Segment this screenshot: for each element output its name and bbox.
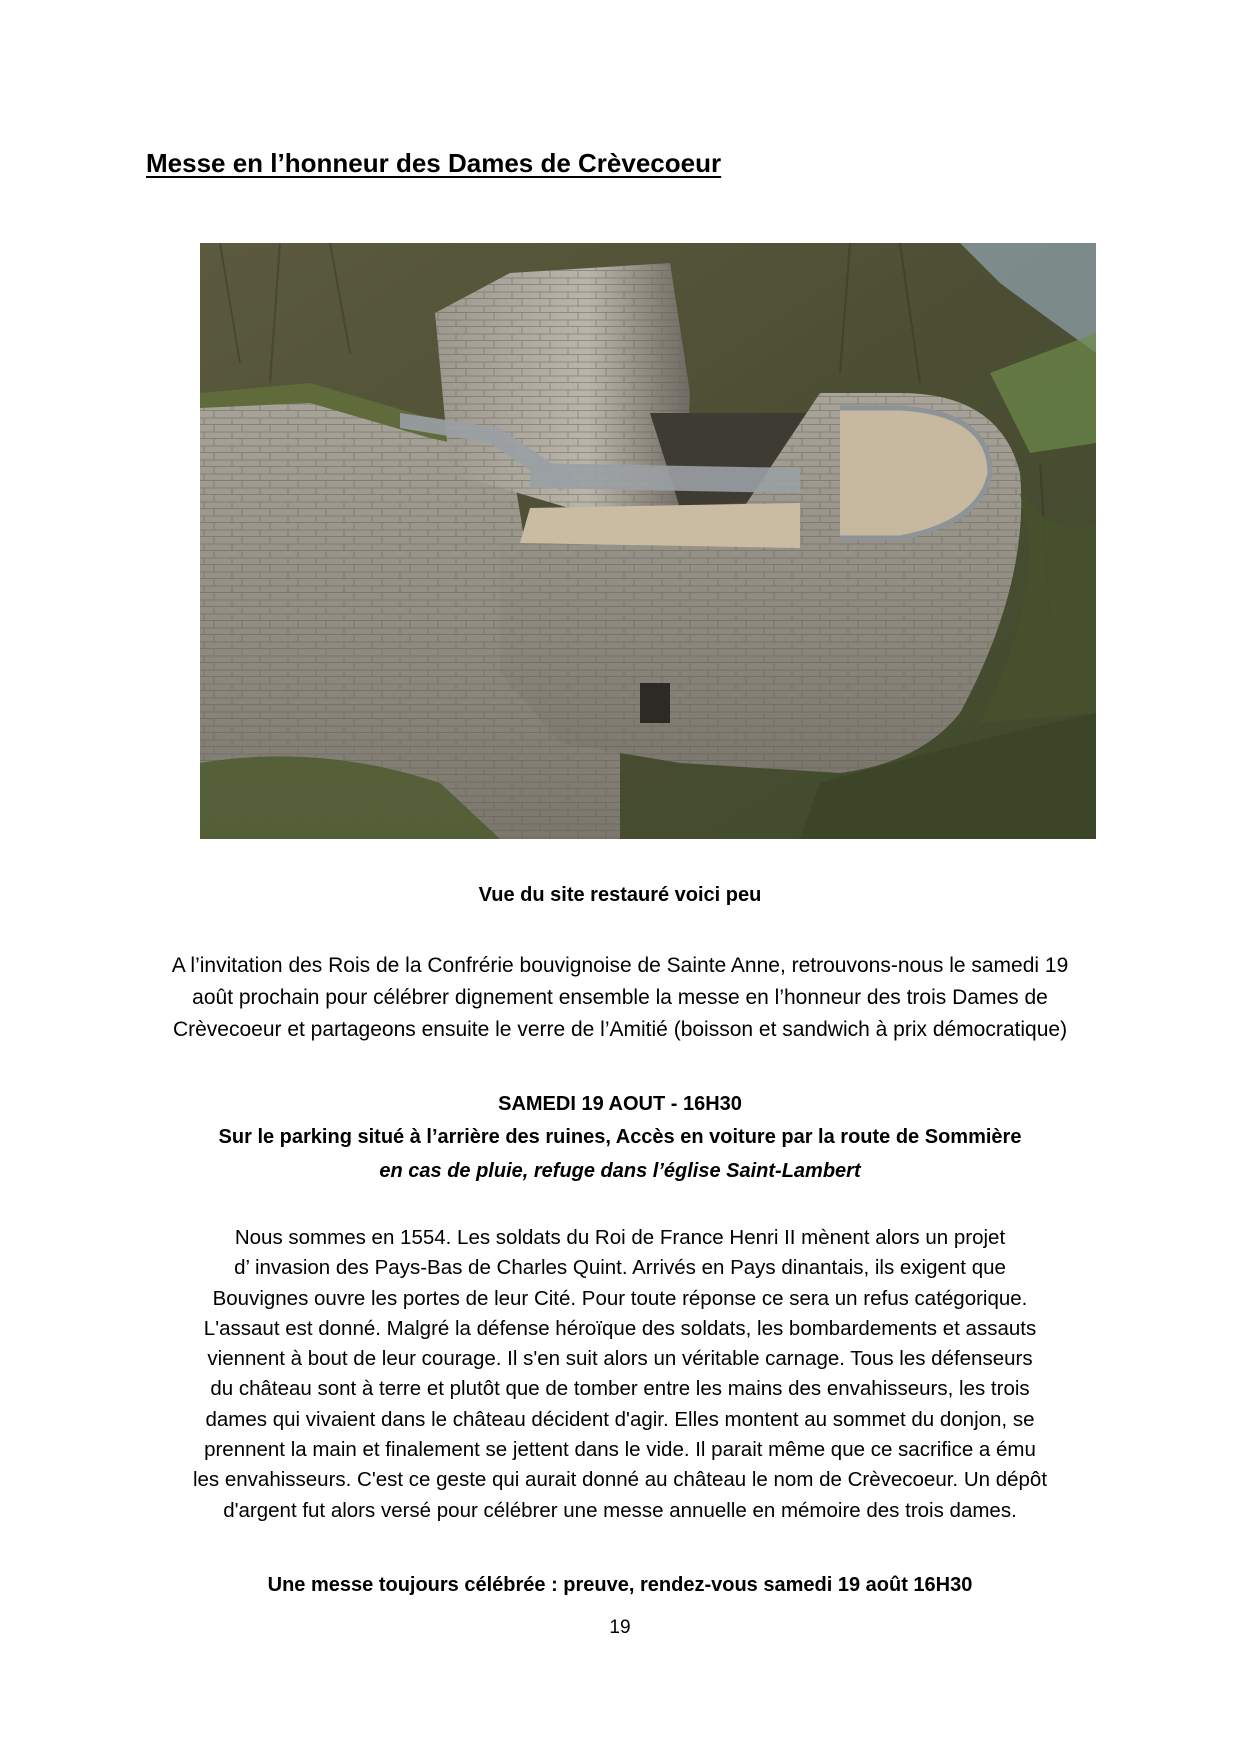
event-place: Sur le parking situé à l’arrière des ruines, Accès en voiture par la route de Sommière [218,1126,1022,1148]
story-line: prennent la main et finalement se jettent dans le vide. Il parait même que ce sacrifice a ému [204,1438,1036,1462]
story-line: les envahisseurs. C'est ce geste qui aurait donné au château le nom de Crèvecoeur. Un dépôt [192,1468,1048,1492]
event-date: SAMEDI 19 AOUT - 16H30 [498,1093,742,1115]
story-line: L'assaut est donné. Malgré la défense héroïque des soldats, les bombardements et assauts [203,1316,1037,1340]
story-paragraph [120,1223,1120,1526]
castle-ruins-photo [200,243,1096,839]
story-line: d'argent fut alors versé pour célébrer une messe annuelle en mémoire des trois dames. [223,1498,1017,1522]
intro-line: août prochain pour célébrer dignement ensemble la messe en l’honneur des trois Dames de [192,986,1048,1009]
story-line: du château sont à terre et plutôt que de tomber entre les mains des envahisseurs, les trois [210,1377,1030,1401]
intro-paragraph [120,950,1120,1046]
story-line: Nous sommes en 1554. Les soldats du Roi de France Henri II mènent alors un projet [234,1226,1006,1249]
closing-line: Une messe toujours célébrée : preuve, rendez-vous samedi 19 août 16H30 [267,1574,973,1596]
page-number: 19 [609,1617,631,1638]
story-line: viennent à bout de leur courage. Il s'en suit alors un véritable carnage. Tous les défenseurs [207,1347,1033,1371]
event-rain-note: en cas de pluie, refuge dans l’église Saint-Lambert [379,1160,861,1182]
story-line: d’ invasion des Pays-Bas de Charles Quint. Arrivés en Pays dinantais, ils exigent que [234,1256,1006,1280]
page-title: Messe en l’honneur des Dames de Crèvecoeur [146,148,722,178]
intro-line: A l’invitation des Rois de la Confrérie bouvignoise de Sainte Anne, retrouvons-nous le samedi 19 [171,954,1069,977]
story-line: Bouvignes ouvre les portes de leur Cité. Pour toute réponse ce sera un refus catégorique. [212,1286,1028,1310]
photo-caption: Vue du site restauré voici peu [478,884,762,906]
story-line: dames qui vivaient dans le château décident d'agir. Elles montent au sommet du donjon, se [205,1407,1035,1431]
intro-line: Crèvecoeur et partageons ensuite le verre de l’Amitié (boisson et sandwich à prix démocratique) [172,1018,1068,1041]
